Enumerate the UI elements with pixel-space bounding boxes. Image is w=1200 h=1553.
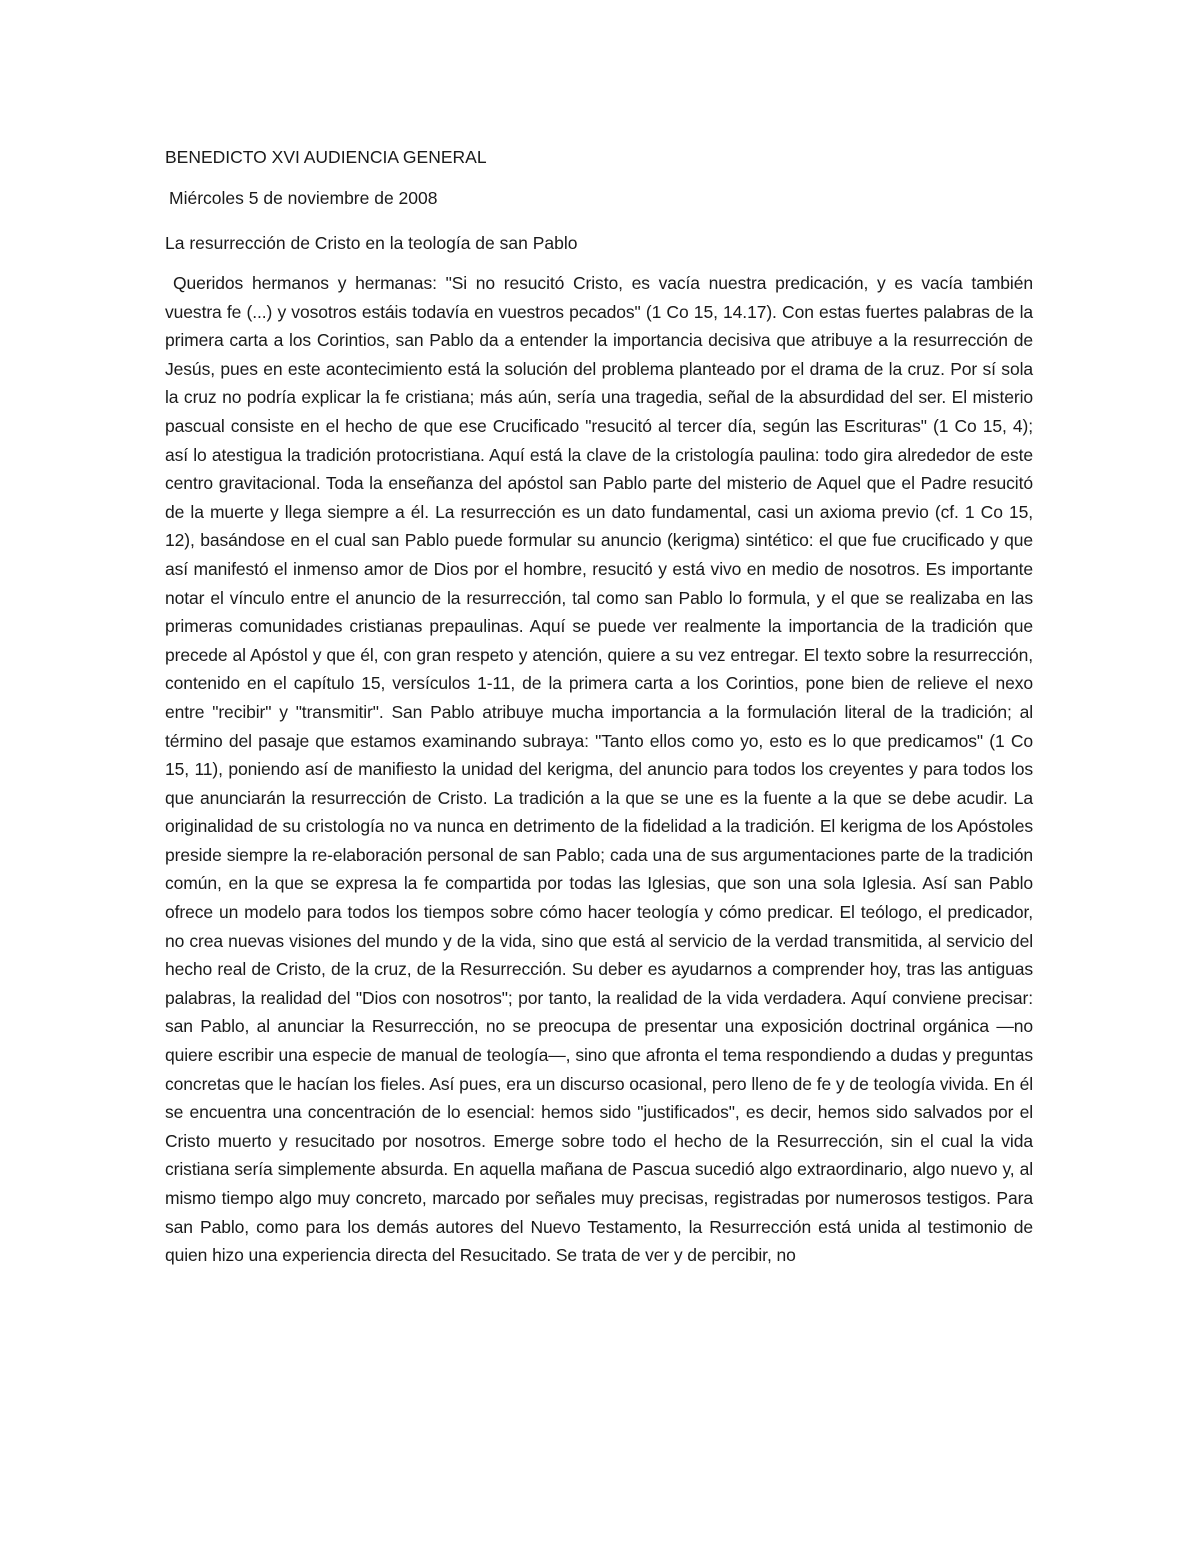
document-header: BENEDICTO XVI AUDIENCIA GENERAL xyxy=(165,147,487,167)
date-text: Miércoles 5 de noviembre de 2008 xyxy=(169,188,438,208)
document-subject: La resurrección de Cristo en la teología de san Pablo xyxy=(165,233,578,253)
document-date xyxy=(165,186,1033,210)
document-body xyxy=(165,269,1033,1270)
body-text: Queridos hermanos y hermanas: "Si no resucitó Cristo, es vacía nuestra predicación, y es vacía también vuestra fe (...) y vosotros estáis todavía en vuestros pecados" (1 Co 15, 14.17). Con estas fuertes palabras de la primera carta a los Corintios, san Pablo da a entender la importancia decisiva que atribuye a la resurrección de Jesús, pues en este acontecimiento está la solución del problema planteado por el drama de la cruz. Por sí sola la cruz no podría explicar la fe cristiana; más aún, sería una tragedia, señal de la absurdidad del ser. El misterio pascual consiste en el hecho de que ese Crucificado "resucitó al tercer día, según las Escrituras" (1 Co 15, 4); así lo atestigua la tradición protocristiana. Aquí está la clave de la cristología paulina: todo gira alrededor de este centro gravitacional. Toda la enseñanza del apóstol san Pablo parte del misterio de Aquel que el Padre resucitó de la muerte y llega siempre a él. La resurrección es un dato fundamental, casi un axioma previo (cf. 1 Co 15, 12), basándose en el cual san Pablo puede formular su anuncio (kerigma) sintético: el que fue crucificado y que así manifestó el inmenso amor de Dios por el hombre, resucitó y está vivo en medio de nosotros. Es importante notar el vínculo entre el anuncio de la resurrección, tal como san Pablo lo formula, y el que se realizaba en las primeras comunidades cristianas prepaulinas. Aquí se puede ver realmente la importancia de la tradición que precede al Apóstol y que él, con gran respeto y atención, quiere a su vez entregar. El texto sobre la resurrección, contenido en el capítulo 15, versículos 1-11, de la primera carta a los Corintios, pone bien de relieve el nexo entre "recibir" y "transmitir". San Pablo atribuye mucha importancia a la formulación literal de la tradición; al término del pasaje que estamos examinando subraya: "Tanto ellos como yo, esto es lo que predicamos" (1 Co 15, 11), poniendo así de manifiesto la unidad del kerigma, del anuncio para todos los creyentes y para todos los que anunciarán la resurrección de Cristo. La tradición a la que se une es la fuente a la que se debe acudir. La originalidad de su cristología no va nunca en detrimento de la fidelidad a la tradición. El kerigma de los Apóstoles preside siempre la re-elaboración personal de san Pablo; cada una de sus argumentaciones parte de la tradición común, en la que se expresa la fe compartida por todas las Iglesias, que son una sola Iglesia. Así san Pablo ofrece un modelo para todos los tiempos sobre cómo hacer teología y cómo predicar. El teólogo, el predicador, no crea nuevas visiones del mundo y de la vida, sino que está al servicio de la verdad transmitida, al servicio del hecho real de Cristo, de la cruz, de la Resurrección. Su deber es ayudarnos a comprender hoy, tras las antiguas palabras, la realidad del "Dios con nosotros"; por tanto, la realidad de la vida verdadera. Aquí conviene precisar: san Pablo, al anunciar la Resurrección, no se preocupa de presentar una exposición doctrinal orgánica —no quiere escribir una especie de manual de teología—, sino que afronta el tema respondiendo a dudas y preguntas concretas que le hacían los fieles. Así pues, era un discurso ocasional, pero lleno de fe y de teología vivida. En él se encuentra una concentración de lo esencial: hemos sido "justificados", es decir, hemos sido salvados por el Cristo muerto y resucitado por nosotros. Emerge sobre todo el hecho de la Resurrección, sin el cual la vida cristiana sería simplemente absurda. En aquella mañana de Pascua sucedió algo extraordinario, algo nuevo y, al mismo tiempo algo muy concreto, marcado por señales muy precisas, registradas por numerosos testigos. Para san Pablo, como para los demás autores del Nuevo Testamento, la Resurrección está unida al testimonio de quien hizo una experiencia directa del Resucitado. Se trata de ver y de percibir, no xyxy=(165,273,1033,1266)
